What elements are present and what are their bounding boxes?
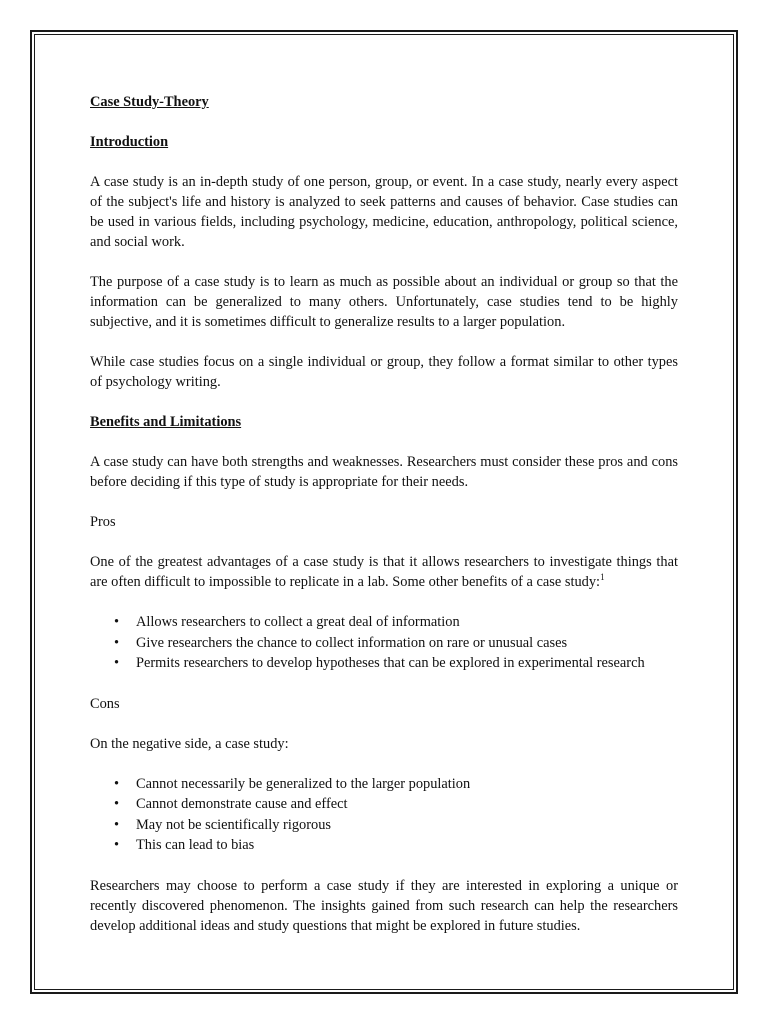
document-body [90, 92, 678, 956]
list-item [90, 612, 678, 633]
section-heading-benefits: Benefits and Limitations [90, 414, 242, 430]
list-item [90, 815, 678, 836]
pros-list [90, 612, 678, 674]
section-heading-introduction: Introduction [90, 134, 169, 150]
cons-label: Cons [90, 695, 120, 712]
benefits-intro-paragraph: A case study can have both strengths and weaknesses. Researchers must consider these pros and cons before deciding if this type of study is appropriate for their needs. [90, 454, 678, 490]
list-item-text: Cannot necessarily be generalized to the larger population [136, 775, 471, 792]
bullet-icon: • [114, 837, 120, 853]
intro-paragraph-2: The purpose of a case study is to learn as much as possible about an individual or group so that the information can be generalized to many others. Unfortunately, case studies tend to be highly subjective, and it is sometimes difficult to generalize results to a larger population. [90, 274, 678, 330]
intro-paragraph-3: While case studies focus on a single individual or group, they follow a format similar to other types of psychology writing. [90, 354, 678, 390]
closing-paragraph: Researchers may choose to perform a case study if they are interested in exploring a unique or recently discovered phenomenon. The insights gained from such research can help the researchers develop additional ideas and study questions that might be explored in future studies. [90, 877, 678, 934]
cons-list [90, 774, 678, 856]
intro-paragraph-1: A case study is an in-depth study of one person, group, or event. In a case study, nearly every aspect of the subject's life and history is analyzed to seek patterns and causes of behavior. Case studies can be used in various fields, including psychology, medicine, education, anthropology, political science, and social work. [90, 174, 678, 250]
bullet-icon: • [114, 655, 120, 671]
list-item [90, 633, 678, 654]
cons-intro-paragraph: On the negative side, a case study: [90, 735, 289, 752]
bullet-icon: • [114, 796, 120, 812]
list-item [90, 653, 678, 674]
list-item-text: May not be scientifically rigorous [136, 816, 332, 833]
pros-intro-text: One of the greatest advantages of a case study is that it allows researchers to investigate things that are often difficult to impossible to replicate in a lab. Some other benefits of a case study: [90, 554, 678, 590]
list-item [90, 794, 678, 815]
list-item-text: Permits researchers to develop hypotheses that can be explored in experimental research [136, 655, 645, 671]
document-title: Case Study-Theory [90, 94, 209, 110]
list-item [90, 774, 678, 795]
list-item-text: Give researchers the chance to collect information on rare or unusual cases [136, 634, 568, 651]
bullet-icon: • [114, 775, 120, 792]
pros-intro-paragraph [90, 552, 678, 592]
list-item-text: This can lead to bias [136, 837, 255, 853]
bullet-icon: • [114, 634, 120, 651]
bullet-icon: • [114, 816, 120, 833]
list-item-text: Cannot demonstrate cause and effect [136, 796, 348, 812]
list-item-text: Allows researchers to collect a great deal of information [136, 614, 460, 630]
footnote-marker: 1 [600, 572, 605, 582]
bullet-icon: • [114, 614, 120, 630]
list-item [90, 835, 678, 856]
pros-label: Pros [90, 514, 116, 530]
